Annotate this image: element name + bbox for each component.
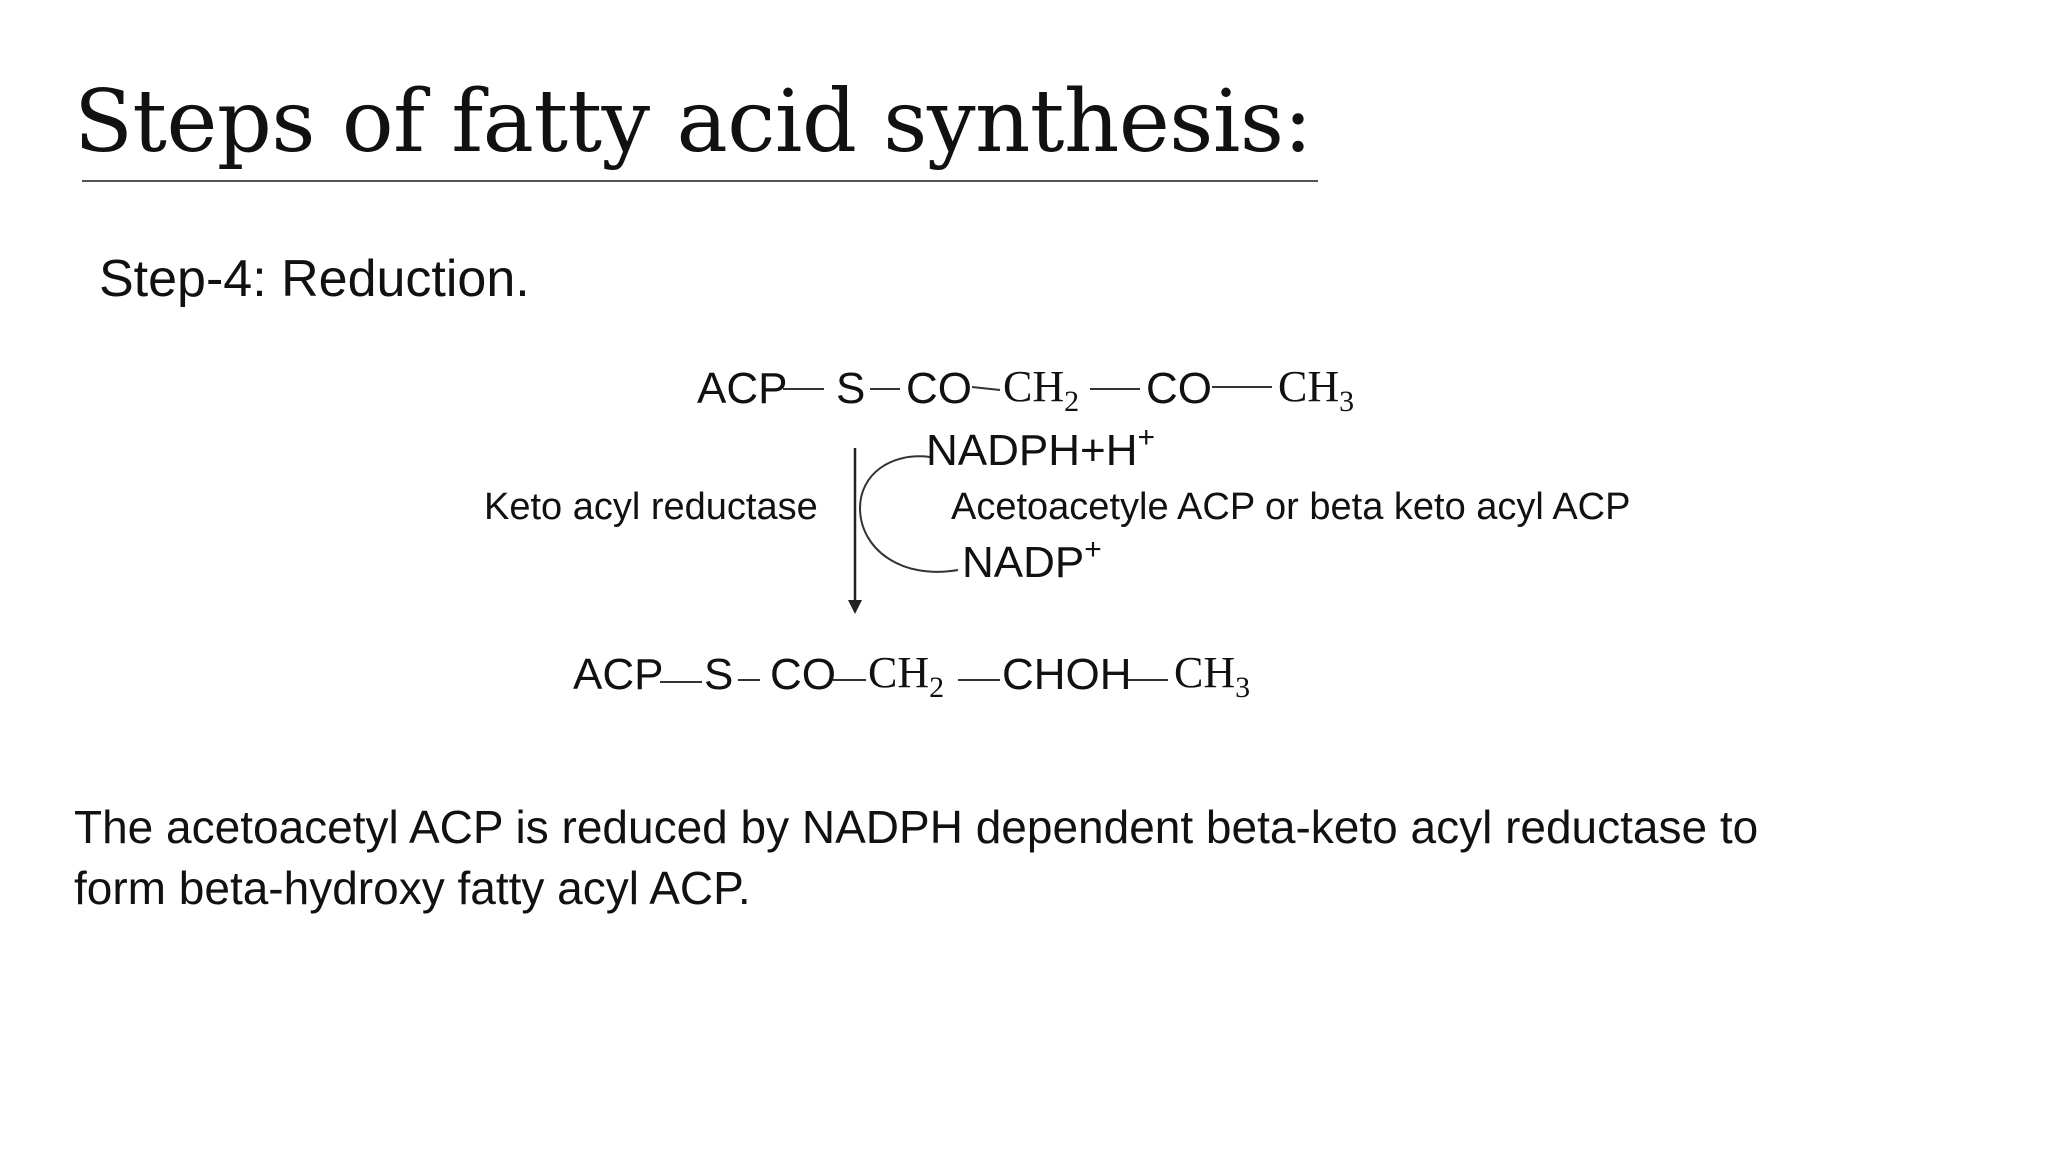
reactant-ch2: $CH_2$ <box>1003 362 1080 418</box>
product-choh: CHOH <box>1002 650 1132 699</box>
reactant-bond-co-ch2 <box>972 387 1000 390</box>
reactant-acp: ACP <box>697 364 788 413</box>
substrate-label: Acetoacetyle ACP or beta keto acyl ACP <box>951 486 1631 528</box>
description-line-2: form beta-hydroxy fatty acyl ACP. <box>74 862 751 914</box>
reactant-s: S <box>836 364 866 413</box>
product-acp: ACP <box>573 650 664 699</box>
product-ch2: $CH_2$ <box>868 648 945 704</box>
product-co: CO <box>770 650 836 699</box>
reactant-co: CO <box>906 364 972 413</box>
reactant-co-keto: CO <box>1146 364 1212 413</box>
description-paragraph <box>74 797 1974 919</box>
step-heading: Step-4: Reduction. <box>99 250 530 308</box>
slide-title: Steps of fatty acid synthesis: <box>74 72 1313 172</box>
enzyme-label: Keto acyl reductase <box>484 486 818 528</box>
description-line-1: The acetoacetyl ACP is reduced by NADPH dependent beta-keto acyl reductase to <box>74 801 1759 853</box>
product-s: S <box>704 650 734 699</box>
reaction-arrow-head <box>848 600 862 614</box>
cofactor-nadp: NADP+ <box>962 533 1102 587</box>
cofactor-nadph: NADPH+H+ <box>926 421 1156 475</box>
product-ch3: $CH_3$ <box>1174 648 1251 704</box>
reactant-ch3: $CH_3$ <box>1278 362 1355 418</box>
